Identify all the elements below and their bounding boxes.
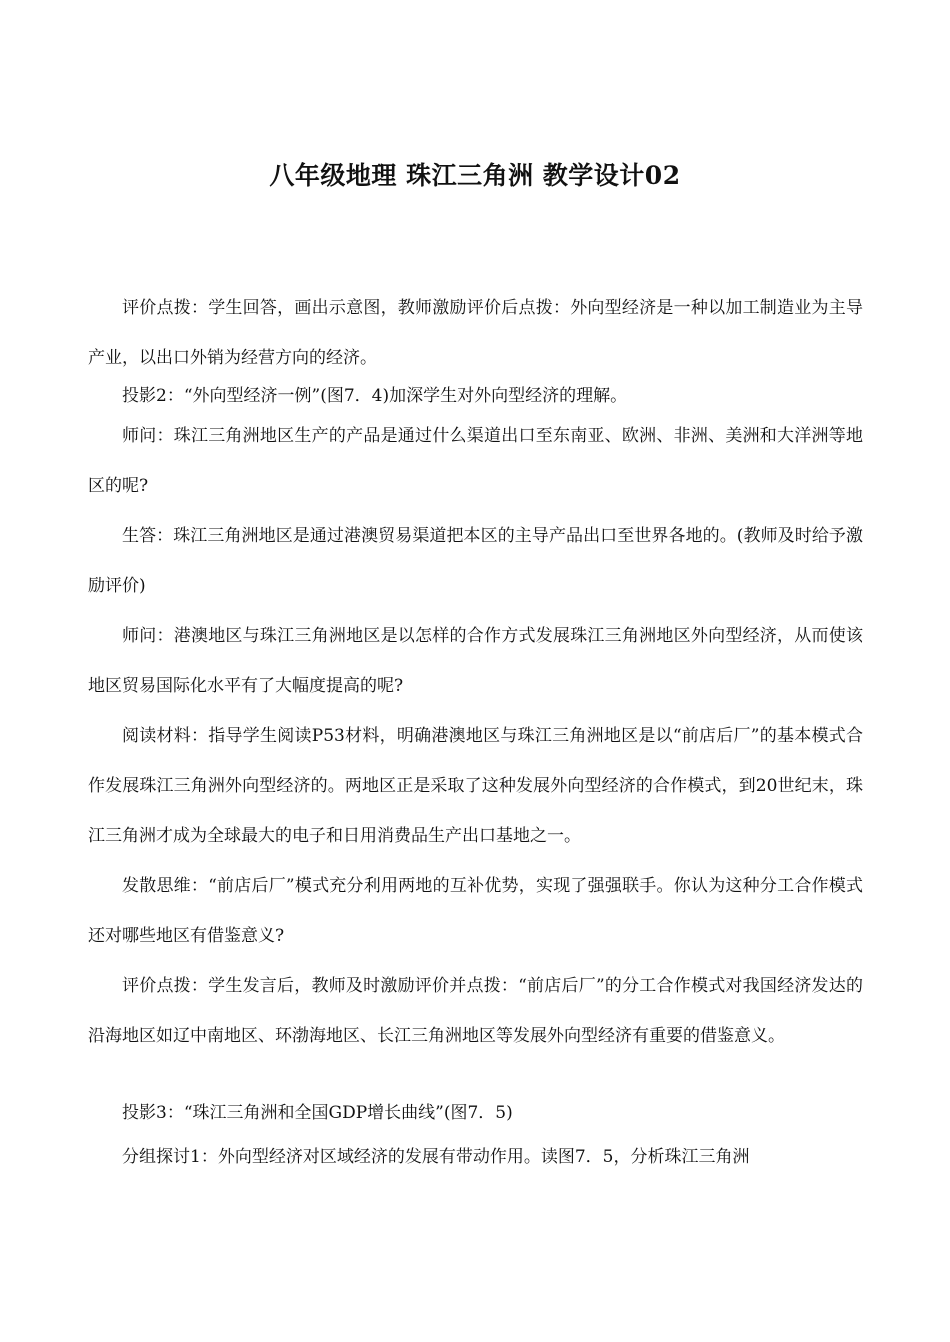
paragraph-projection-3: 投影3：“珠江三角洲和全国GDP增长曲线”(图7．5)	[122, 1103, 513, 1123]
document-title: 八年级地理 珠江三角洲 教学设计02	[269, 161, 681, 190]
paragraph-reading-material: 阅读材料：指导学生阅读P53材料，明确港澳地区与珠江三角洲地区是以“前店后厂”的基本模式合作发展珠江三角洲外向型经济的。两地区正是采取了这种发展外向型经济的合作模式，到20世纪末，珠江三角洲才成为全球最大的电子和日用消费品生产出口基地之一。	[88, 726, 863, 846]
paragraph-student-answer: 生答：珠江三角洲地区是通过港澳贸易渠道把本区的主导产品出口至世界各地的。(教师及时给予激励评价)	[88, 526, 863, 596]
paragraph-projection-2: 投影2：“外向型经济一例”(图7．4)加深学生对外向型经济的理解。	[122, 386, 628, 406]
paragraph-evaluation-2: 评价点拨：学生发言后，教师及时激励评价并点拨：“前店后厂”的分工合作模式对我国经济发达的沿海地区如辽中南地区、环渤海地区、长江三角洲地区等发展外向型经济有重要的借鉴意义。	[88, 976, 863, 1046]
paragraph-teacher-question-2: 师问：港澳地区与珠江三角洲地区是以怎样的合作方式发展珠江三角洲地区外向型经济，从而使该地区贸易国际化水平有了大幅度提高的呢?	[88, 626, 863, 696]
paragraph-group-discussion: 分组探讨1：外向型经济对区域经济的发展有带动作用。读图7．5，分析珠江三角洲	[122, 1147, 750, 1167]
paragraph-evaluation-1: 评价点拨：学生回答，画出示意图，教师激励评价后点拨：外向型经济是一种以加工制造业为主导产业，以出口外销为经营方向的经济。	[88, 298, 863, 368]
document-body	[88, 283, 863, 1179]
paragraph-teacher-question-1: 师问：珠江三角洲地区生产的产品是通过什么渠道出口至东南亚、欧洲、非洲、美洲和大洋洲等地区的呢?	[88, 426, 863, 496]
paragraph-divergent-thinking: 发散思维：“前店后厂”模式充分利用两地的互补优势，实现了强强联手。你认为这种分工合作模式还对哪些地区有借鉴意义?	[88, 876, 863, 946]
